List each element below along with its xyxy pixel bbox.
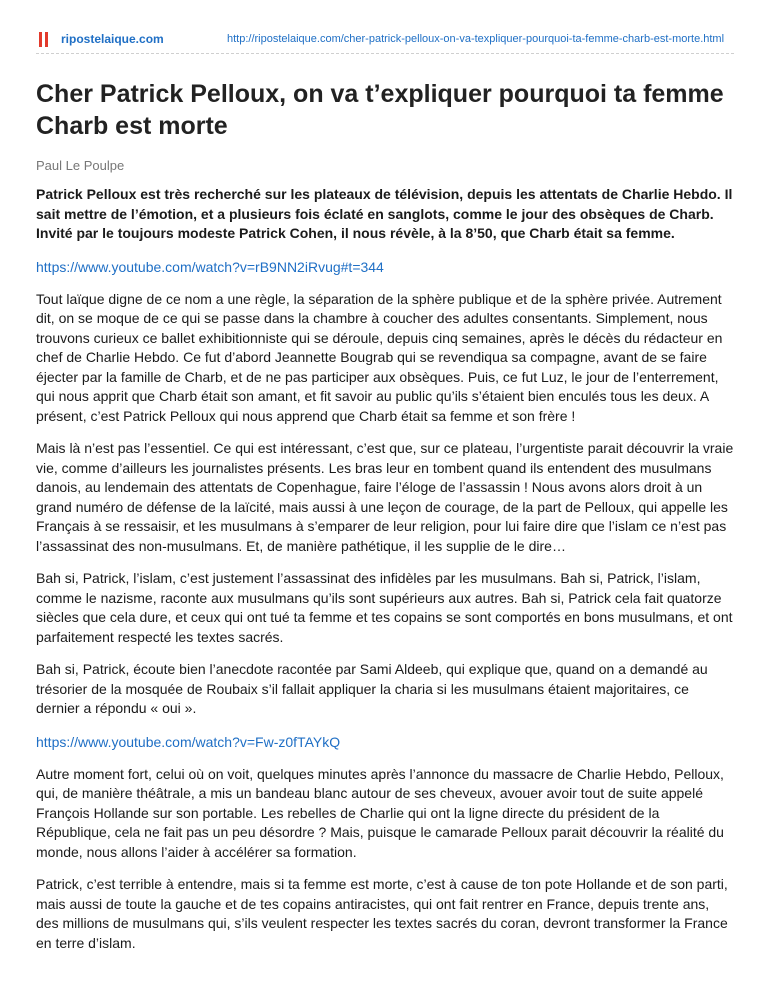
page-url-link[interactable]: http://ripostelaique.com/cher-patrick-pelloux-on-va-texpliquer-pourquoi-ta-femme-charb-est-morte.html xyxy=(227,33,725,45)
video-link-2[interactable]: https://www.youtube.com/watch?v=Fw-z0fTAYkQ xyxy=(36,733,341,750)
article-author: Paul Le Poulpe xyxy=(36,158,125,173)
paragraph-3: Bah si, Patrick, l’islam, c’est justement l’assassinat des infidèles par les musulmans. Bah si, Patrick, l’islam, comme le nazisme, raconte aux musulmans qu’ils sont supérieurs aux autres. Bah si, Patrick cela fait quatorze siècles que cela dure, et ceux qui ont tué ta femme et tes copains se sont comportés en bons musulmans, et ont parfaitement respecté les textes sacrés. xyxy=(36,570,733,645)
article-lead: Patrick Pelloux est très recherché sur les plateaux de télévision, depuis les attentats de Charlie Hebdo. Il sait mettre de l’émotion, et a plusieurs fois éclaté en sanglots, comme le jour des obsèques de Charb. Invité par le toujours modeste Patrick Cohen, il nous révèle, à la 8’50, que Charb était sa femme. xyxy=(36,186,733,241)
paragraph-5: Autre moment fort, celui où on voit, quelques minutes après l’annonce du massacre de Charlie Hebdo, Pelloux, qui, de manière théâtrale, a mis un bandeau blanc autour de ses cheveux, avouer avoir tout de suite appelé François Hollande sur son portable. Les rebelles de Charlie qui ont la ligne directe du président de la République, cela ne fait pas un peu désordre ? Mais, puisque le camarade Pelloux parait découvrir la réalité du monde, nous allons l’aider à accélérer sa formation. xyxy=(36,765,724,860)
site-logo-icon xyxy=(36,32,50,47)
paragraph-6: Patrick, c’est terrible à entendre, mais si ta femme est morte, c’est à cause de ton pote Hollande et de son parti, mais aussi de toute la gauche et de tes copains antiracistes, qui ont fait rentrer en France, depuis trente ans, des millions de musulmans qui, s’ils veulent respecter les textes sacrés du coran, devront transformer la France en terre d’islam. xyxy=(36,876,728,951)
site-name[interactable]: ripostelaique.com xyxy=(61,32,164,46)
header-divider xyxy=(36,53,734,54)
paragraph-4: Bah si, Patrick, écoute bien l’anecdote racontée par Sami Aldeeb, qui explique que, quand on a demandé au trésorier de la mosquée de Roubaix s’il fallait appliquer la charia si les musulmans étaient majoritaires, ce dernier a répondu « oui ». xyxy=(36,661,708,716)
site-header xyxy=(36,30,734,50)
paragraph-2: Mais là n’est pas l’essentiel. Ce qui est intéressant, c’est que, sur ce plateau, l’urgentiste parait découvrir la vraie vie, comme d’ailleurs les journalistes présents. Les bras leur en tombent quand ils entendent des musulmans danois, au lendemain des attentats de Copenhague, faire l’éloge de l’assassin ! Nous avons alors droit à un grand numéro de défense de la laïcité, mais aussi à une leçon de courage, de la part de Pelloux, qui appelle les Français à se ressaisir, et les musulmans à s’emparer de leur religion, pour lui faire dire que l’islam ce n’est pas l’assassinat des non-musulmans. Et, de manière pathétique, il les supplie de le dire… xyxy=(36,440,734,554)
article xyxy=(36,78,734,953)
video-link-1[interactable]: https://www.youtube.com/watch?v=rB9NN2iRvug#t=344 xyxy=(36,258,384,275)
paragraph-1: Tout laïque digne de ce nom a une règle, la séparation de la sphère publique et de la sphère privée. Autrement dit, on se moque de ce qui se passe dans la chambre à coucher des adultes consentants. Simplement, nous trouvons curieux ce ballet exhibitionniste qui se déroule, depuis cinq semaines, après le décès du rédacteur en chef de Charlie Hebdo. Ce fut d’abord Jeannette Bougrab qui se revendiqua sa compagne, avant de se faire éjecter par la famille de Charb, et de ne pas participer aux obsèques. Puis, ce fut Luz, le jour de l’enterrement, qui nous apprit que Charb était son amant, et fit savoir au public qu’ils s’étaient bien enculés tous les deux. A présent, c’est Patrick Pelloux qui nous apprend que Charb était sa femme et son frère ! xyxy=(36,290,723,424)
article-title: Cher Patrick Pelloux, on va t’expliquer pourquoi ta femme Charb est morte xyxy=(36,80,724,140)
